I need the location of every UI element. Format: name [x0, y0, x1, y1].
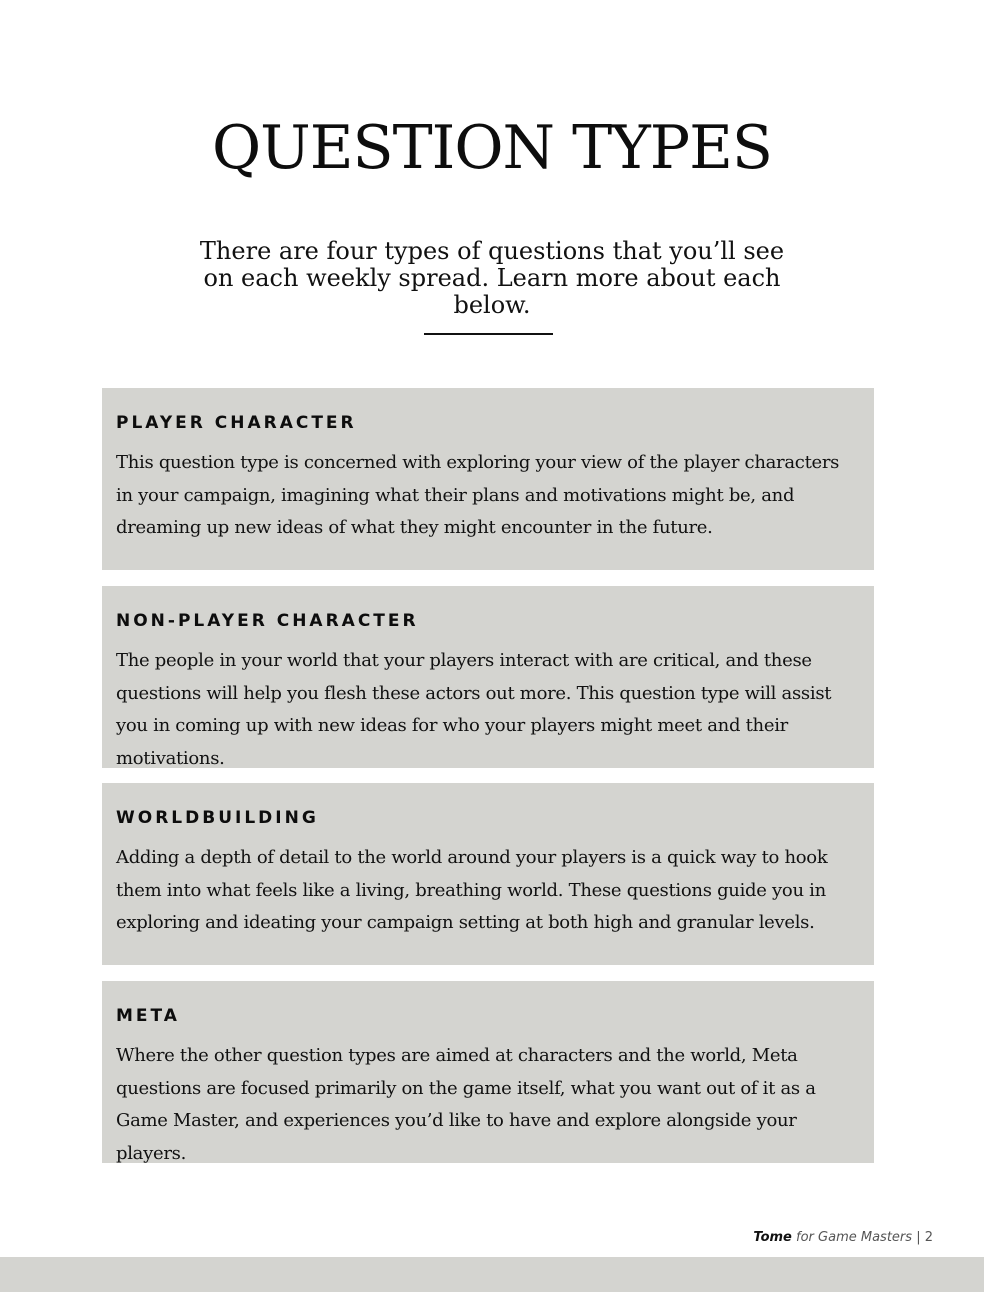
page-footer: [753, 1228, 933, 1248]
divider: [424, 333, 553, 335]
card-worldbuilding: [102, 783, 874, 965]
footer-brand: Tome: [753, 1230, 792, 1245]
footer-separator: |: [916, 1230, 921, 1245]
footer-subtitle: for Game Masters: [796, 1230, 913, 1245]
card-text: Where the other question types are aimed at characters and the world, Meta questions are focused primarily on the game itself, what you want out of it as a Game Master, and experiences you’d like to have and explore alongside your players.: [116, 1045, 816, 1164]
card-label: WORLDBUILDING: [116, 808, 319, 828]
page-number: 2: [924, 1230, 933, 1245]
page-title: QUESTION TYPES: [211, 113, 773, 183]
card-text: The people in your world that your players interact with are critical, and these questions will help you flesh these actors out more. This question type will assist you in coming up with new ideas for who your players might meet and their motivations.: [116, 650, 832, 769]
card-text: Adding a depth of detail to the world around your players is a quick way to hook them into what feels like a living, breathing world. These questions guide you in exploring and ideating your campaign setting at both high and granular levels.: [116, 847, 828, 933]
card-label: NON-PLAYER CHARACTER: [116, 611, 419, 631]
card-non-player-character: [102, 586, 874, 768]
intro-text: There are four types of questions that you’ll see on each weekly spread. Learn more about each below.: [199, 237, 785, 319]
card-label: PLAYER CHARACTER: [116, 413, 357, 433]
footer-band: [0, 1257, 984, 1292]
card-player-character: [102, 388, 874, 570]
card-label: META: [116, 1006, 180, 1026]
card-meta: [102, 981, 874, 1163]
card-text: This question type is concerned with exploring your view of the player characters in your campaign, imagining what their plans and motivations might be, and dreaming up new ideas of what they might encounter in the future.: [116, 452, 840, 538]
